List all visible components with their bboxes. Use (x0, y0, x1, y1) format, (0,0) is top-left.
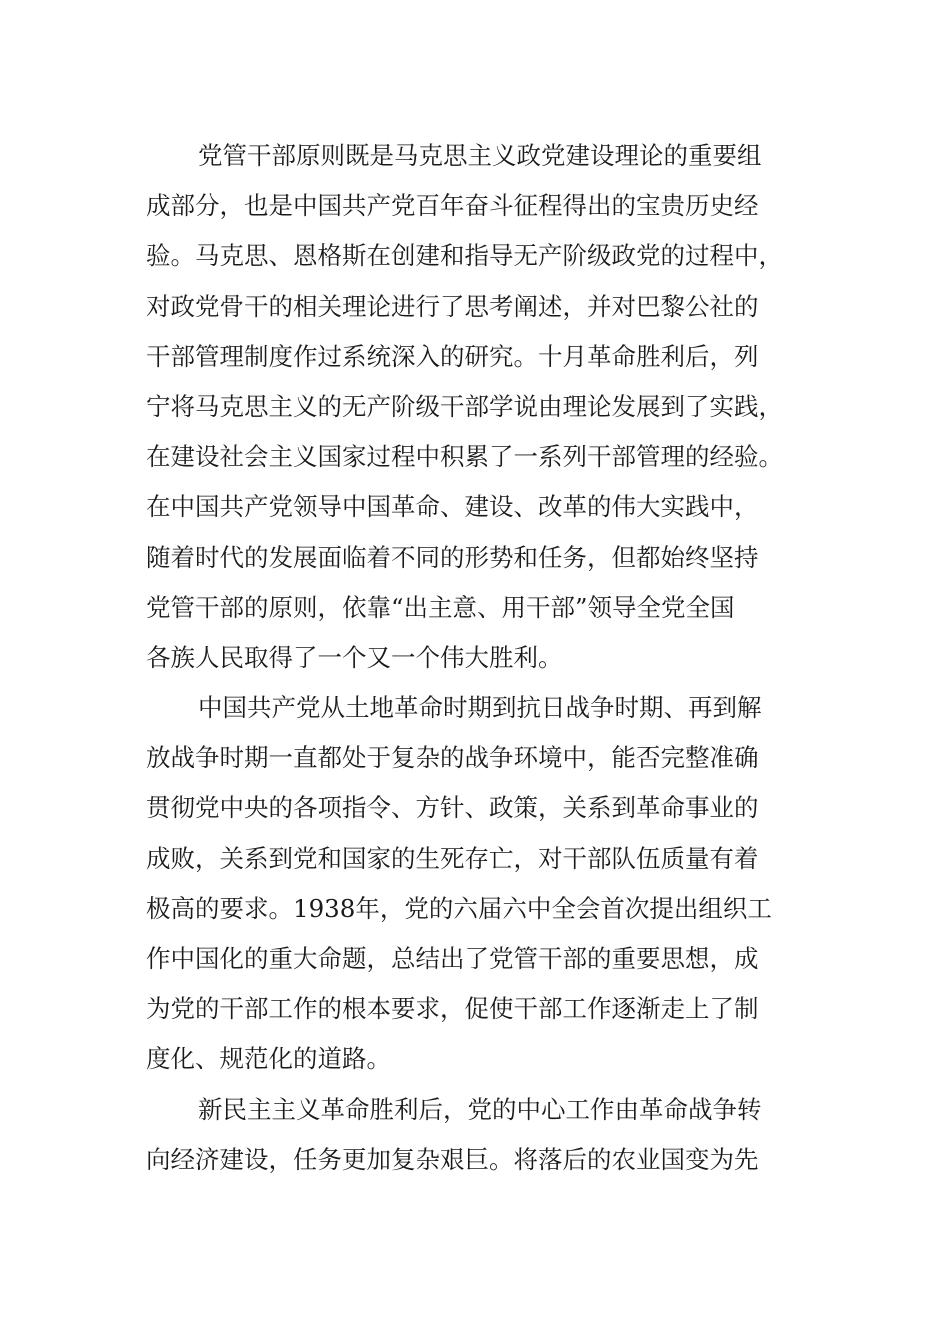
paragraph-line: 在中国共产党领导中国革命、建设、改革的伟大实践中， (146, 492, 759, 522)
paragraph-line: 放战争时期一直都处于复杂的战争环境中，能否完整准确 (146, 743, 759, 773)
paragraph-line: 度化、规范化的道路。 (146, 1044, 391, 1074)
paragraph-line: 成败，关系到党和国家的生死存亡，对干部队伍质量有着 (146, 843, 759, 873)
paragraph-line: 作中国化的重大命题，总结出了党管干部的重要思想，成 (146, 944, 759, 973)
paragraph-line: 随着时代的发展面临着不同的形势和任务，但都始终坚持 (146, 542, 759, 572)
paragraph-line: 在建设社会主义国家过程中积累了一系列干部管理的经验。 (146, 442, 783, 472)
paragraph-3 (146, 1085, 806, 1185)
paragraph-1 (146, 131, 806, 683)
paragraph-line: 党管干部的原则，依靠“出主意、用干部”领导全党全国 (146, 592, 735, 622)
paragraph-line: 对政党骨干的相关理论进行了思考阐述，并对巴黎公社的 (146, 291, 759, 321)
paragraph-line: 宁将马克思主义的无产阶级干部学说由理论发展到了实践， (146, 391, 783, 421)
paragraph-line: 极高的要求。1938年，党的六届六中全会首次提出组织工 (146, 893, 772, 923)
paragraph-2 (146, 683, 806, 1085)
paragraph-line: 各族人民取得了一个又一个伟大胜利。 (146, 642, 563, 672)
paragraph-line: 向经济建设，任务更加复杂艰巨。将落后的农业国变为先 (146, 1144, 759, 1174)
paragraph-line: 中国共产党从土地革命时期到抗日战争时期、再到解 (198, 693, 762, 723)
paragraph-line: 为党的干部工作的根本要求，促使干部工作逐渐走上了制 (146, 994, 759, 1024)
paragraph-line: 验。马克思、恩格斯在创建和指导无产阶级政党的过程中， (146, 241, 783, 271)
paragraph-line: 干部管理制度作过系统深入的研究。十月革命胜利后，列 (146, 341, 759, 371)
paragraph-line: 新民主主义革命胜利后，党的中心工作由革命战争转 (198, 1094, 762, 1124)
document-body (146, 131, 806, 1185)
paragraph-line: 党管干部原则既是马克思主义政党建设理论的重要组 (198, 141, 762, 170)
paragraph-line: 贯彻党中央的各项指令、方针、政策，关系到革命事业的 (146, 793, 759, 823)
paragraph-line: 成部分，也是中国共产党百年奋斗征程得出的宝贵历史经 (146, 191, 759, 221)
